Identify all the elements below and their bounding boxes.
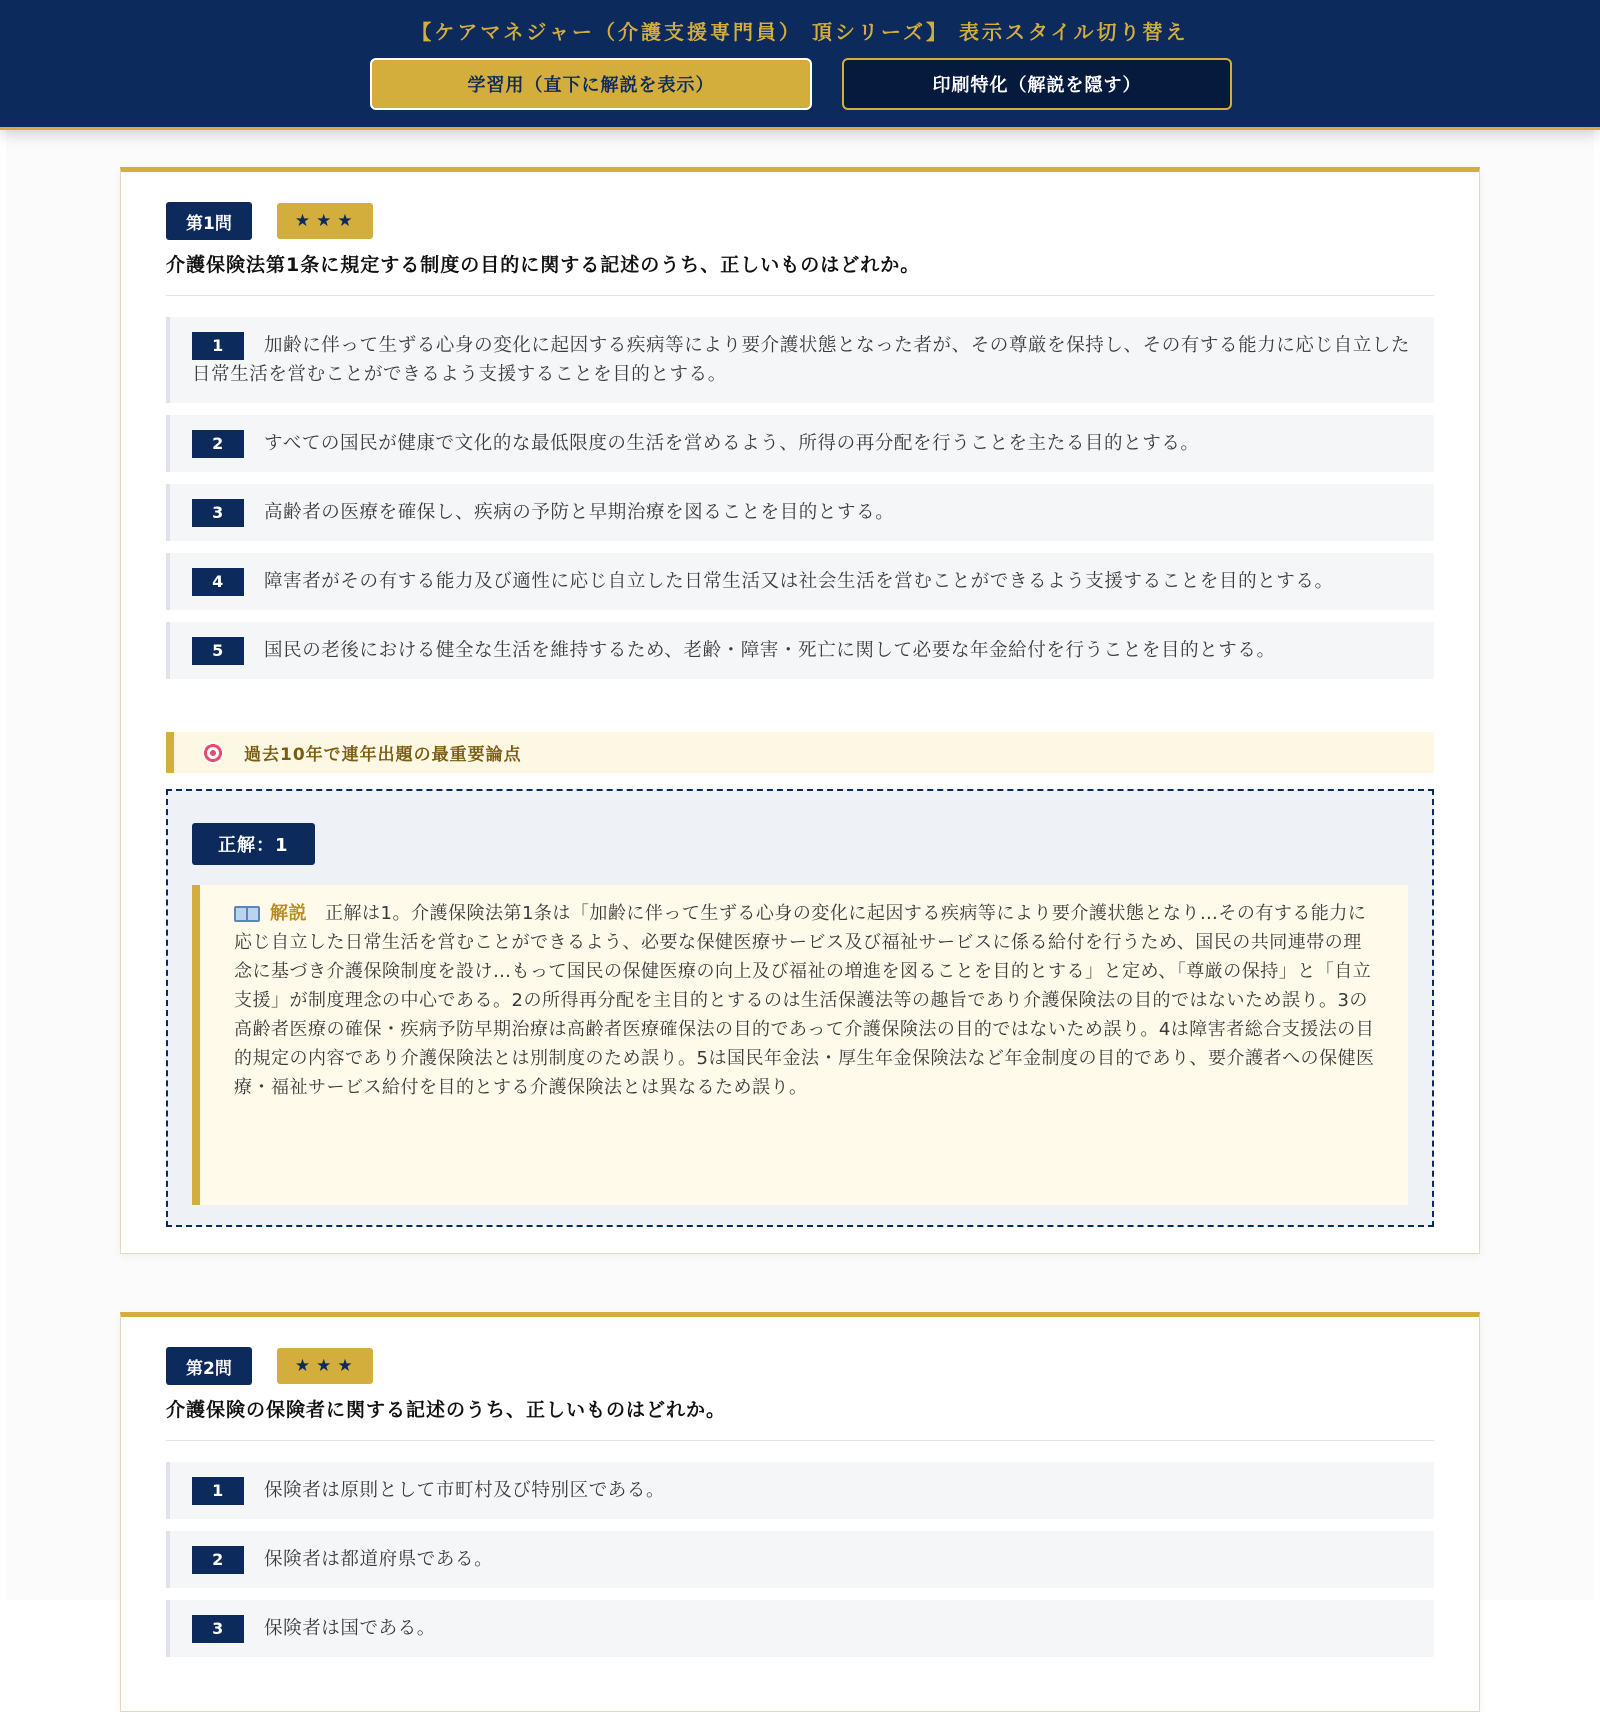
header-title: 【ケアマネジャー（介護支援専門員） 頂シリーズ】 表示スタイル切り替え <box>411 20 1189 44</box>
option-number: 2 <box>192 430 244 458</box>
option-number: 3 <box>192 1615 244 1643</box>
question-card <box>120 1312 1480 1712</box>
question-card <box>120 167 1480 1254</box>
option-text: 国民の老後における健全な生活を維持するため、老齢・障害・死亡に関して必要な年金給付を行うことを目的とする。 <box>264 640 1276 661</box>
option-item[interactable] <box>166 415 1434 472</box>
target-icon <box>202 742 224 764</box>
importance-text: 過去10年で連年出題の最重要論点 <box>244 745 522 765</box>
option-number: 1 <box>192 332 244 360</box>
option-item[interactable] <box>166 622 1434 679</box>
option-text: 保険者は都道府県である。 <box>264 1549 494 1570</box>
option-number: 5 <box>192 637 244 665</box>
option-item[interactable] <box>166 1531 1434 1588</box>
difficulty-stars: ★★★ <box>277 1348 373 1384</box>
option-text: すべての国民が健康で文化的な最低限度の生活を営めるよう、所得の再分配を行うことを主たる目的とする。 <box>264 433 1200 454</box>
option-text: 保険者は原則として市町村及び特別区である。 <box>264 1480 666 1501</box>
option-number: 2 <box>192 1546 244 1574</box>
option-text: 障害者がその有する能力及び適性に応じ自立した日常生活又は社会生活を営むことができるよう支援することを目的とする。 <box>264 571 1334 592</box>
book-icon <box>234 906 260 922</box>
option-item[interactable] <box>166 1462 1434 1519</box>
option-text: 加齢に伴って生ずる心身の変化に起因する疾病等により要介護状態となった者が、その尊厳を保持し、その有する能力に応じ自立した日常生活を営むことができるよう支援することを目的とする。 <box>192 335 1411 385</box>
options-list <box>166 317 1434 691</box>
answer-section <box>166 789 1434 1227</box>
option-item[interactable] <box>166 484 1434 541</box>
question-header <box>166 1347 373 1385</box>
print-mode-button[interactable]: 印刷特化（解説を隠す） <box>842 58 1232 110</box>
difficulty-stars: ★★★ <box>277 203 373 239</box>
style-switch-header <box>0 0 1600 130</box>
answer-badge: 正解：1 <box>192 823 315 865</box>
option-text: 保険者は国である。 <box>264 1618 436 1639</box>
explanation-label: 解説 <box>270 903 307 924</box>
question-number-badge: 第1問 <box>166 202 252 240</box>
study-mode-button[interactable]: 学習用（直下に解説を表示） <box>370 58 812 110</box>
importance-note <box>166 732 1434 773</box>
question-header <box>166 202 373 240</box>
question-number-badge: 第2問 <box>166 1347 252 1385</box>
option-item[interactable] <box>166 1600 1434 1657</box>
option-text: 高齢者の医療を確保し、疾病の予防と早期治療を図ることを目的とする。 <box>264 502 895 523</box>
explanation-box <box>192 885 1408 1205</box>
option-item[interactable] <box>166 553 1434 610</box>
option-number: 3 <box>192 499 244 527</box>
question-text: 介護保険の保険者に関する記述のうち、正しいものはどれか。 <box>166 1395 1434 1441</box>
option-item[interactable] <box>166 317 1434 403</box>
options-list <box>166 1462 1434 1669</box>
explanation-text: 正解は1。介護保険法第1条は「加齢に伴って生ずる心身の変化に起因する疾病等により要介護状態となり…その有する能力に応じ自立した日常生活を営むことができるよう、必要な保健医療サービス及び福祉サービスに係る給付を行うため、国民の共同連帯の理念に基づき介護保険制度を設け…もって国民の保健医療の向上及び福祉の増進を図ることを目的とする」と定め、「尊厳の保持」と「自立支援」が制度理念の中心である。2の所得再分配を主目的とするのは生活保護法等の趣旨であり介護保険法の目的ではないため誤り。3の高齢者医療の確保・疾病予防早期治療は高齢者医療確保法の目的であって介護保険法の目的ではないため誤り。4は障害者総合支援法の目的規定の内容であり介護保険法とは別制度のため誤り。5は国民年金法・厚生年金保険法など年金制度の目的であり、要介護者への保健医療・福祉サービス給付を目的とする介護保険法とは異なるため誤り。 <box>234 903 1375 1098</box>
option-number: 4 <box>192 568 244 596</box>
option-number: 1 <box>192 1477 244 1505</box>
question-text: 介護保険法第1条に規定する制度の目的に関する記述のうち、正しいものはどれか。 <box>166 250 1434 296</box>
